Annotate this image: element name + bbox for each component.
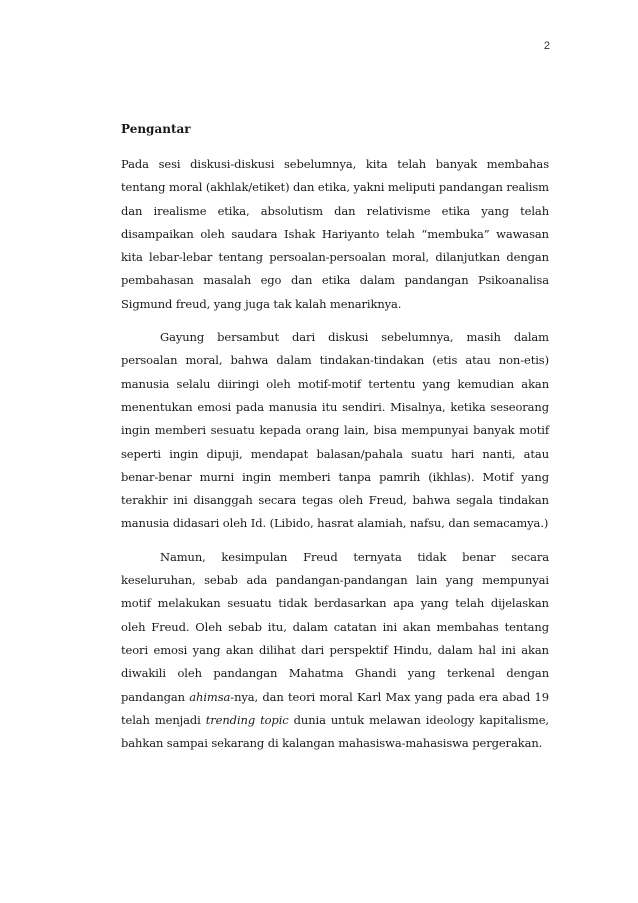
paragraph (121, 153, 549, 316)
paragraph-text: Pada sesi diskusi-diskusi sebelumnya, kita telah banyak membahas tentang moral (akhlak/etiket) dan etika, yakni meliputi pandangan realism dan irealisme etika, absolutism dan relativisme etika yang telah disampaikan oleh saudara Ishak Hariyanto telah “membuka” wawasan kita lebar-lebar tentang persoalan-persoalan moral, dilanjutkan dengan pembahasan masalah ego dan etika dalam pandangan Psikoanalisa Sigmund freud, yang juga tak kalah menariknya. (121, 157, 549, 311)
paragraph-list (121, 153, 549, 755)
paragraph (121, 326, 549, 536)
section-heading: Pengantar (121, 122, 191, 136)
paragraph-text: -nya, dan teori moral Karl Max yang pada era abad 19 telah menjadi (121, 689, 549, 727)
document-body (121, 119, 549, 765)
paragraph-text: Namun, kesimpulan Freud ternyata tidak benar secara keseluruhan, sebab ada pandangan-pandangan lain yang mempunyai motif melakukan sesuatu tidak berdasarkan apa yang telah dijelaskan oleh Freud. Oleh sebab itu, dalam catatan ini akan membahas tentang teori emosi yang akan dilihat dari perspektif Hindu, dalam hal ini akan diwakili oleh pandangan Mahatma Ghandi yang terkenal dengan pandangan (121, 549, 549, 704)
page-number: 2 (543, 40, 550, 52)
italic-text: ahimsa (189, 689, 231, 704)
paragraph (121, 546, 549, 756)
paragraph-text: dunia untuk melawan ideology kapitalisme, bahkan sampai sekarang di kalangan mahasiswa-mahasiswa pergerakan. (121, 712, 549, 751)
italic-text: trending topic (205, 712, 289, 727)
paragraph-text: Gayung bersambut dari diskusi sebelumnya, masih dalam persoalan moral, bahwa dalam tindakan-tindakan (etis atau non-etis) manusia selalu diiringi oleh motif-motif tertentu yang kemudian akan menentukan emosi pada manusia itu sendiri. Misalnya, ketika seseorang ingin memberi sesuatu kepada orang lain, bisa mempunyai banyak motif seperti ingin dipuji, mendapat balasan/pahala suatu hari nanti, atau benar-benar murni ingin memberi tanpa pamrih (ikhlas). Motif yang terakhir ini disanggah secara tegas oleh Freud, bahwa segala tindakan manusia didasari oleh Id. (Libido, hasrat alamiah, nafsu, dan semacamya.) (121, 330, 549, 531)
